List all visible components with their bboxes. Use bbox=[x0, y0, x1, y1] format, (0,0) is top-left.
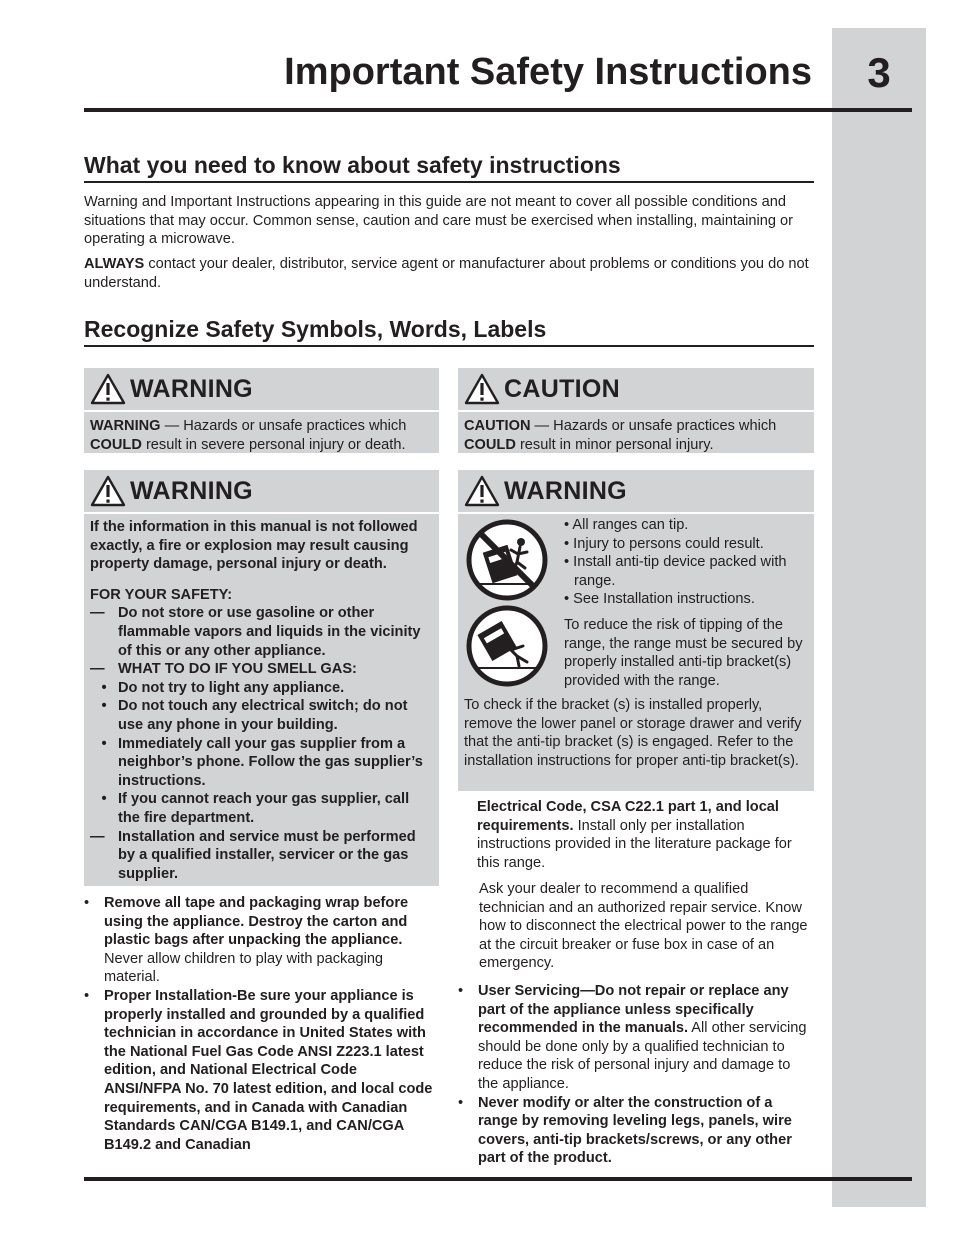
list-item: • Proper Installation-Be sure your appliance is properly installed and grounded by a qualified technician in accordance in United States with the National Fuel Gas Code ANSI Z223.1 latest edition, and National Electrical Code ANSI/NFPA No. 70 latest edition, and local code requirements, and in Canada with Canadian Standards CAN/CGA B149.1, and CAN/CGA B149.2 and Canadian bbox=[84, 987, 433, 1153]
range-tipped-over-icon bbox=[465, 604, 549, 688]
gas-warning-subitem: If you cannot reach your gas supplier, call the fire department. bbox=[118, 791, 410, 826]
for-your-safety-label: FOR YOUR SAFETY: bbox=[90, 586, 233, 603]
warning-triangle-icon bbox=[464, 475, 500, 507]
gas-warning-subitem: Immediately call your gas supplier from a neighbor’s phone. Follow the gas supplier’s instructions. bbox=[118, 735, 423, 789]
electrical-code-paragraph: Electrical Code, CSA C22.1 part 1, and local requirements. Install only per installation instructions provided in the literature package for this range. bbox=[477, 799, 792, 871]
warning-triangle-icon bbox=[464, 373, 500, 405]
caution-label-box bbox=[458, 368, 814, 453]
warning-triangle-icon bbox=[90, 475, 126, 507]
caution-label-text: CAUTION — Hazards or unsafe practices which COULD result in minor personal injury. bbox=[464, 418, 777, 453]
intro-paragraph: Warning and Important Instructions appearing in this guide are not meant to cover all possible conditions and situations that may occur. Common sense, caution and care must be exercised when installing, maintaining or operating a microwave. bbox=[84, 194, 793, 248]
section-rule bbox=[84, 345, 814, 347]
header-rule bbox=[84, 108, 912, 112]
anti-tip-warning-box bbox=[458, 470, 814, 791]
left-bullet-list bbox=[84, 894, 434, 1154]
gas-warning-header bbox=[84, 470, 439, 514]
warning-label-title: WARNING bbox=[130, 374, 253, 403]
dealer-paragraph: Ask your dealer to recommend a qualified technician and an authorized repair service. Know how to disconnect the electrical power to the range at the circuit breaker or fuse box in case of an emergency. bbox=[479, 881, 808, 972]
always-paragraph: ALWAYS contact your dealer, distributor, service agent or manufacturer about problems or conditions you do not understand. bbox=[84, 256, 809, 291]
page-number: 3 bbox=[867, 49, 891, 96]
gas-warning-item: Do not store or use gasoline or other flammable vapors and liquids in the vicinity of this or any other appliance. bbox=[118, 605, 421, 659]
list-item: • Never modify or alter the construction of a range by removing leveling legs, panels, wire covers, anti-tip brackets/screws, or any other part of the product. bbox=[458, 1094, 792, 1167]
gas-warning-box bbox=[84, 470, 439, 886]
anti-tip-reduce-risk-text: To reduce the risk of tipping of the range, the range must be secured by properly installed anti-tip bracket(s) provided with the range. bbox=[564, 617, 803, 689]
anti-tip-check-text: To check if the bracket (s) is installed properly, remove the lower panel or storage drawer and verify that the anti-tip bracket (s) is engaged. Refer to the installation instructions for proper anti-tip bracket(s). bbox=[464, 697, 802, 769]
caution-label-title: CAUTION bbox=[504, 374, 620, 403]
warning-label-header bbox=[84, 368, 439, 412]
right-bullet-list bbox=[458, 982, 810, 1168]
warning-label-text: WARNING — Hazards or unsafe practices which COULD result in severe personal injury or death. bbox=[90, 418, 407, 453]
anti-tip-bullets: • All ranges can tip. • Injury to persons could result. • Install anti-tip device packed with range. • See Installation instructions. bbox=[564, 517, 787, 608]
gas-warning-text: If the information in this manual is not followed exactly, a fire or explosion may result causing property damage, personal injury or death. FOR YOUR SAFETY: — Do not store or use gasoline or other flammable vapors and liquids in the vicinity of this or any other appliance. — WHAT TO DO IF YOU SMELL GAS: • Do not try to light any appliance. • Do not touch any electrical switch; do not use any phone in your building. • Immediately call your gas supplier from a neighbor’s phone. Follow the gas supplier’s instructions. • If you cannot reach your gas supplier, call the fire department. — Installation and service must be performed by a qualified installer, servicer or the gas supplier. bbox=[84, 514, 439, 883]
section-rule bbox=[84, 181, 814, 183]
gas-warning-subitem: Do not try to light any appliance. bbox=[118, 679, 345, 696]
page-sidebar-tab bbox=[832, 28, 926, 1207]
anti-tip-warning-header bbox=[458, 470, 814, 514]
gas-warning-subitem: Do not touch any electrical switch; do not use any phone in your building. bbox=[118, 698, 408, 733]
gas-warning-item: Installation and service must be performed by a qualified installer, servicer or the gas supplier. bbox=[118, 828, 416, 882]
gas-warning-title: WARNING bbox=[130, 476, 253, 505]
anti-tip-warning-title: WARNING bbox=[504, 476, 627, 505]
footer-rule bbox=[84, 1177, 912, 1181]
section-heading-safety-instructions: What you need to know about safety instructions bbox=[84, 152, 621, 178]
gas-warning-item: WHAT TO DO IF YOU SMELL GAS: bbox=[118, 661, 357, 678]
warning-label-box bbox=[84, 368, 439, 453]
list-item: • User Servicing—Do not repair or replace any part of the appliance unless specifically recommended in the manuals. All other servicing should be done only by a qualified technician to reduce the risk of personal injury and damage to the appliance. bbox=[458, 983, 807, 1092]
warning-triangle-icon bbox=[90, 373, 126, 405]
page-title: Important Safety Instructions bbox=[284, 51, 812, 93]
range-tipping-prohibited-icon bbox=[465, 518, 549, 602]
gas-warning-intro: If the information in this manual is not followed exactly, a fire or explosion may result causing property damage, personal injury or death. bbox=[90, 519, 418, 573]
list-item: • Remove all tape and packaging wrap before using the appliance. Destroy the carton and plastic bags after unpacking the appliance. Never allow children to play with packaging material. bbox=[84, 895, 409, 986]
caution-label-header bbox=[458, 368, 814, 412]
section-heading-safety-symbols: Recognize Safety Symbols, Words, Labels bbox=[84, 316, 547, 342]
